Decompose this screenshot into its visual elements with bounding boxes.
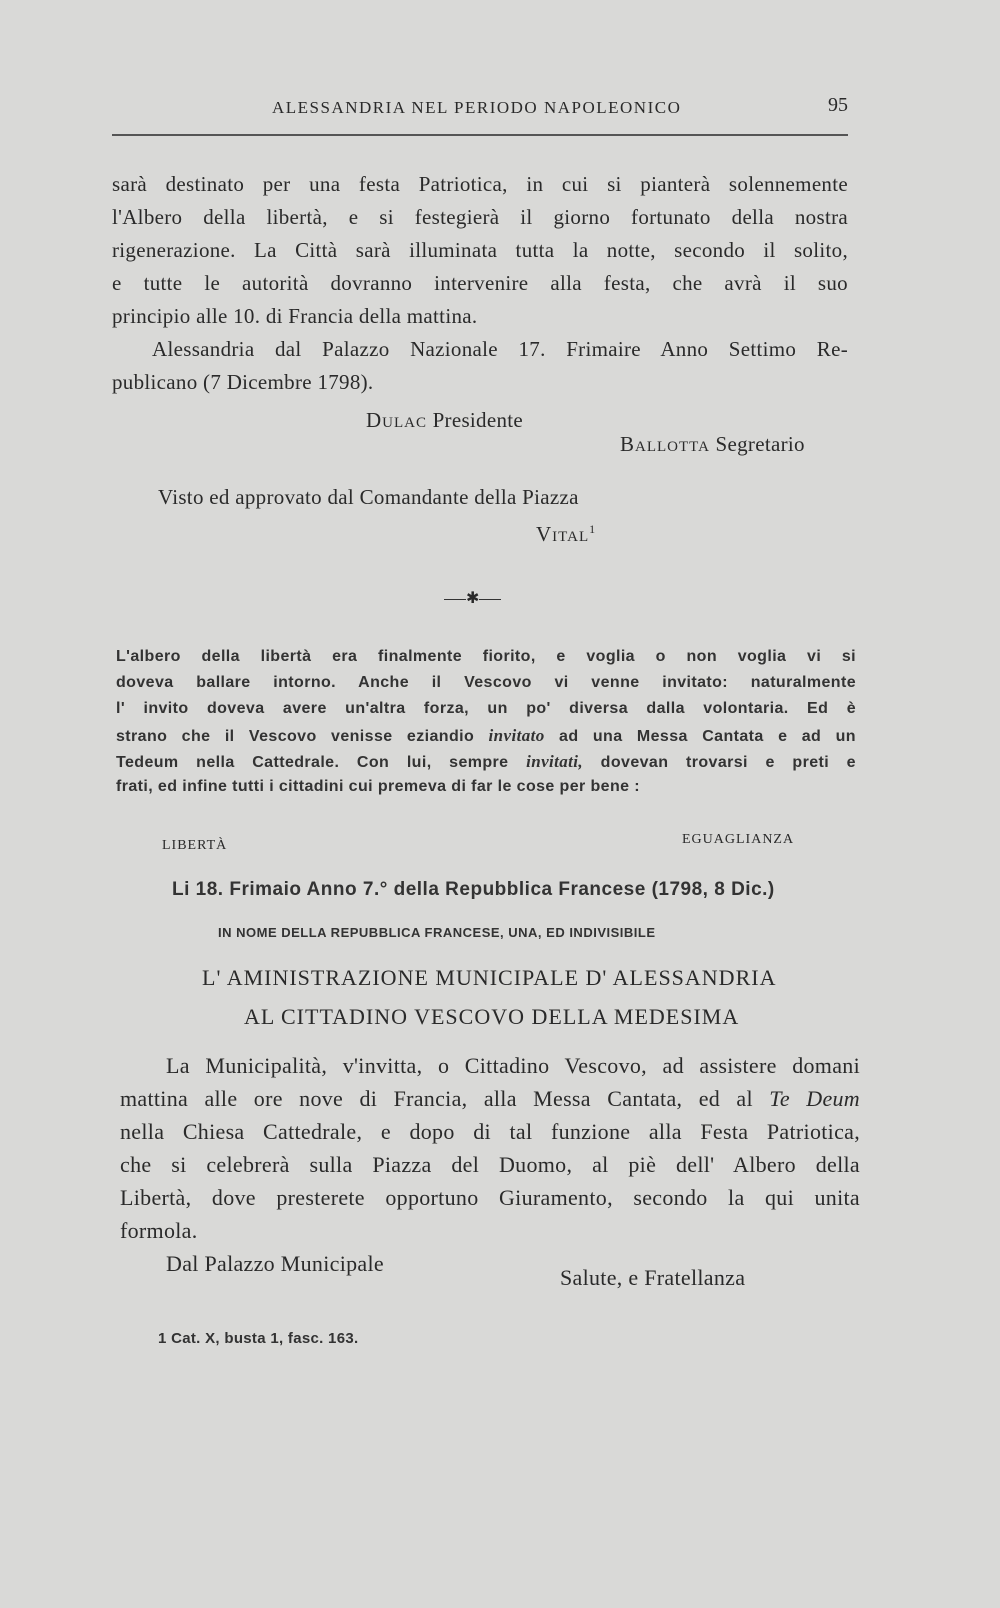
motto-left: LIBERTÀ <box>162 838 228 853</box>
proclamation-line: Alessandria dal Palazzo Nazionale 17. Frimaire Anno Settimo Re- <box>152 337 848 361</box>
president-title: Presidente <box>432 408 524 432</box>
letter-line: Libertà, dove presterete opportuno Giuramento, secondo la qui unita <box>120 1185 860 1210</box>
proclamation-line: sarà destinato per una festa Patriotica, in cui si pianterà solennemente <box>112 172 848 196</box>
president-name: Dulac <box>366 408 427 432</box>
signature-president <box>366 408 523 433</box>
emphasis-invitati: invitati, <box>526 752 584 771</box>
footnote-mark: 1 <box>589 522 596 536</box>
proclamation-line: rigenerazione. La Città sarà illuminata tutta la notte, secondo il solito, <box>112 238 848 262</box>
letter-heading-2: AL CITTADINO VESCOVO DELLA MEDESIMA <box>244 1004 740 1029</box>
letter-from: Dal Palazzo Municipale <box>166 1251 384 1276</box>
footnote: 1 Cat. X, busta 1, fasc. 163. <box>158 1330 359 1347</box>
header-rule <box>112 134 848 136</box>
secretary-name: Ballotta <box>620 432 710 456</box>
commentary-line: frati, ed infine tutti i cittadini cui premeva di far le cose per bene : <box>116 778 641 795</box>
letter-heading-1: L' AMINISTRAZIONE MUNICIPALE D' ALESSANDRIA <box>202 965 777 990</box>
letter-line: La Municipalità, v'invitta, o Cittadino Vescovo, ad assistere domani <box>166 1053 860 1078</box>
letter-line: formola. <box>120 1218 198 1243</box>
running-title: ALESSANDRIA NEL PERIODO NAPOLEONICO <box>272 98 682 117</box>
commentary-line: Tedeum nella Cattedrale. Con lui, sempre invitati, dovevan trovarsi e preti e <box>116 752 856 771</box>
letter-closing: Salute, e Fratellanza <box>560 1265 746 1290</box>
proclamation-line: publicano (7 Dicembre 1798). <box>112 370 374 394</box>
secretary-title: Segretario <box>715 432 805 456</box>
proclamation-line: l'Albero della libertà, e si festegierà il giorno fortunato della nostra <box>112 205 848 229</box>
signature-secretary <box>620 432 805 457</box>
letter-line: che si celebrerà sulla Piazza del Duomo, al piè dell' Albero della <box>120 1152 860 1177</box>
proclamation-line: principio alle 10. di Francia della mattina. <box>112 304 478 328</box>
in-nome-line: IN NOME DELLA REPUBBLICA FRANCESE, UNA, ED INDIVISIBILE <box>218 925 656 940</box>
motto-right: EGUAGLIANZA <box>682 832 795 847</box>
letter-line: mattina alle ore nove di Francia, alla Messa Cantata, ed al Te Deum <box>120 1086 860 1111</box>
emphasis-te-deum: Te Deum <box>769 1086 860 1111</box>
commentary-line: L'albero della libertà era finalmente fiorito, e voglia o non voglia vi si <box>116 648 856 665</box>
approval-line: Visto ed approvato dal Comandante della Piazza <box>158 485 579 509</box>
section-ornament <box>444 588 501 608</box>
letter-line: nella Chiesa Cattedrale, e dopo di tal funzione alla Festa Patriotica, <box>120 1119 860 1144</box>
letter-date: Li 18. Frimaio Anno 7.° della Repubblica Francese (1798, 8 Dic.) <box>172 879 775 900</box>
commander-name: Vital <box>536 522 590 546</box>
commentary-line: strano che il Vescovo venisse eziandio invitato ad una Messa Cantata e ad un <box>116 726 856 745</box>
ornament-star: ✱ <box>466 590 480 607</box>
proclamation-line: e tutte le autorità dovranno intervenire alla festa, che avrà il suo <box>112 271 848 295</box>
commander-signature <box>536 522 595 547</box>
commentary-line: doveva ballare intorno. Anche il Vescovo vi venne invitato: naturalmente <box>116 674 856 691</box>
emphasis-invitato: invitato <box>488 726 545 745</box>
commentary-line: l' invito doveva avere un'altra forza, un po' diversa dalla volontaria. Ed è <box>116 700 856 717</box>
page-number: 95 <box>828 94 848 116</box>
